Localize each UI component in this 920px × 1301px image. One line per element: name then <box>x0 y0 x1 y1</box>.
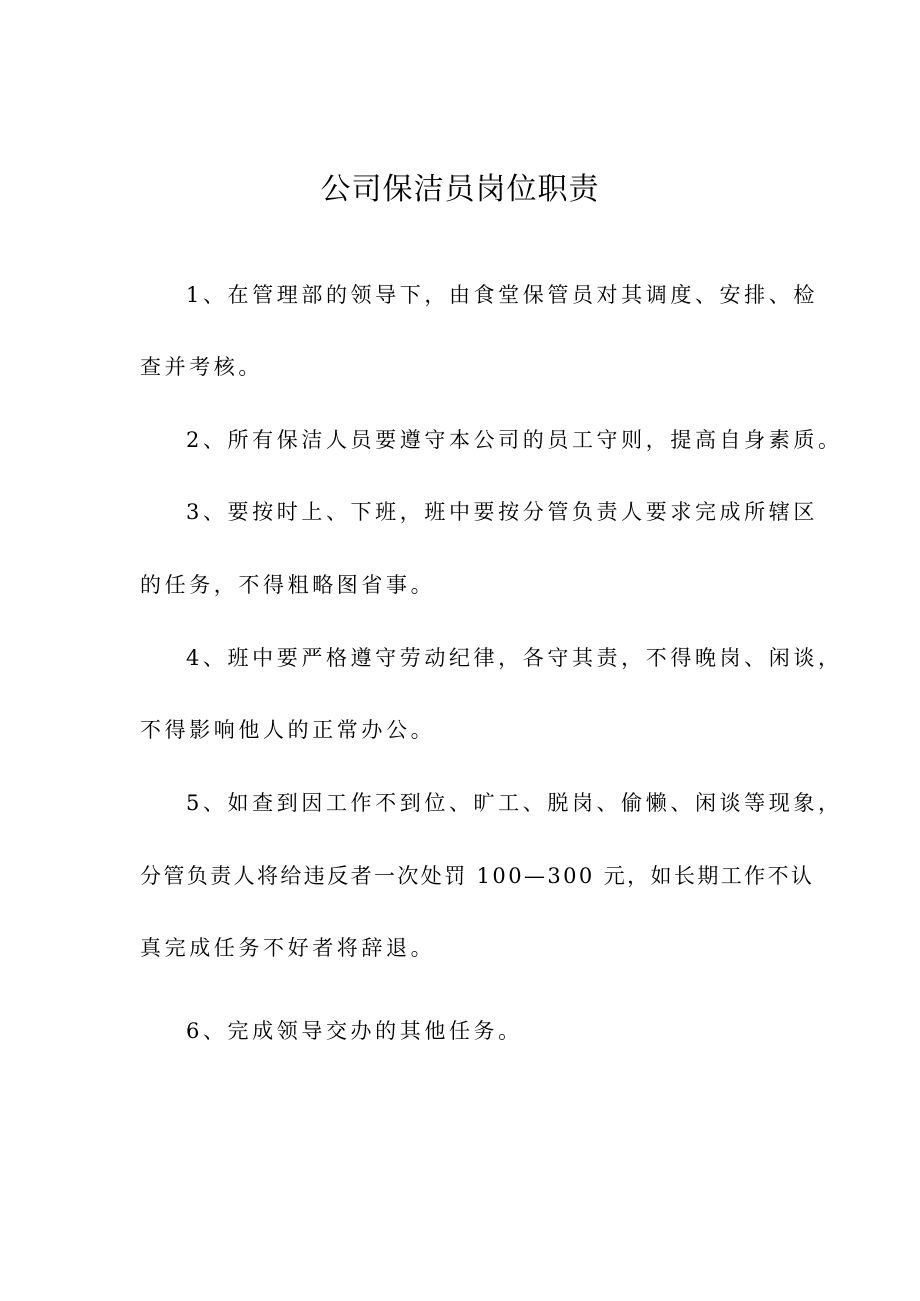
item-5-line-1: 5、如查到因工作不到位、旷工、脱岗、偷懒、闲谈等现象， <box>186 791 843 815</box>
item-4-line-1: 4、班中要严格遵守劳动纪律，各守其责，不得晚岗、闲谈， <box>186 646 843 670</box>
item-3-line-1: 3、要按时上、下班，班中要按分管负责人要求完成所辖区 <box>186 500 818 524</box>
item-4-line-2: 不得影响他人的正常办公。 <box>140 718 436 742</box>
item-2-line-1: 2、所有保洁人员要遵守本公司的员工守则，提高自身素质。 <box>186 428 843 452</box>
item-5-line-3: 真完成任务不好者将辞退。 <box>140 936 436 960</box>
item-6-line-1: 6、完成领导交办的其他任务。 <box>186 1019 523 1043</box>
item-1-line-1: 1、在管理部的领导下，由食堂保管员对其调度、安排、检 <box>186 283 818 307</box>
item-5-line-2: 分管负责人将给违反者一次处罚 100—300 元，如长期工作不认 <box>140 864 815 888</box>
document-title: 公司保洁员岗位职责 <box>320 172 600 207</box>
item-1-line-2: 查并考核。 <box>140 355 263 379</box>
item-3-line-2: 的任务，不得粗略图省事。 <box>140 573 436 597</box>
